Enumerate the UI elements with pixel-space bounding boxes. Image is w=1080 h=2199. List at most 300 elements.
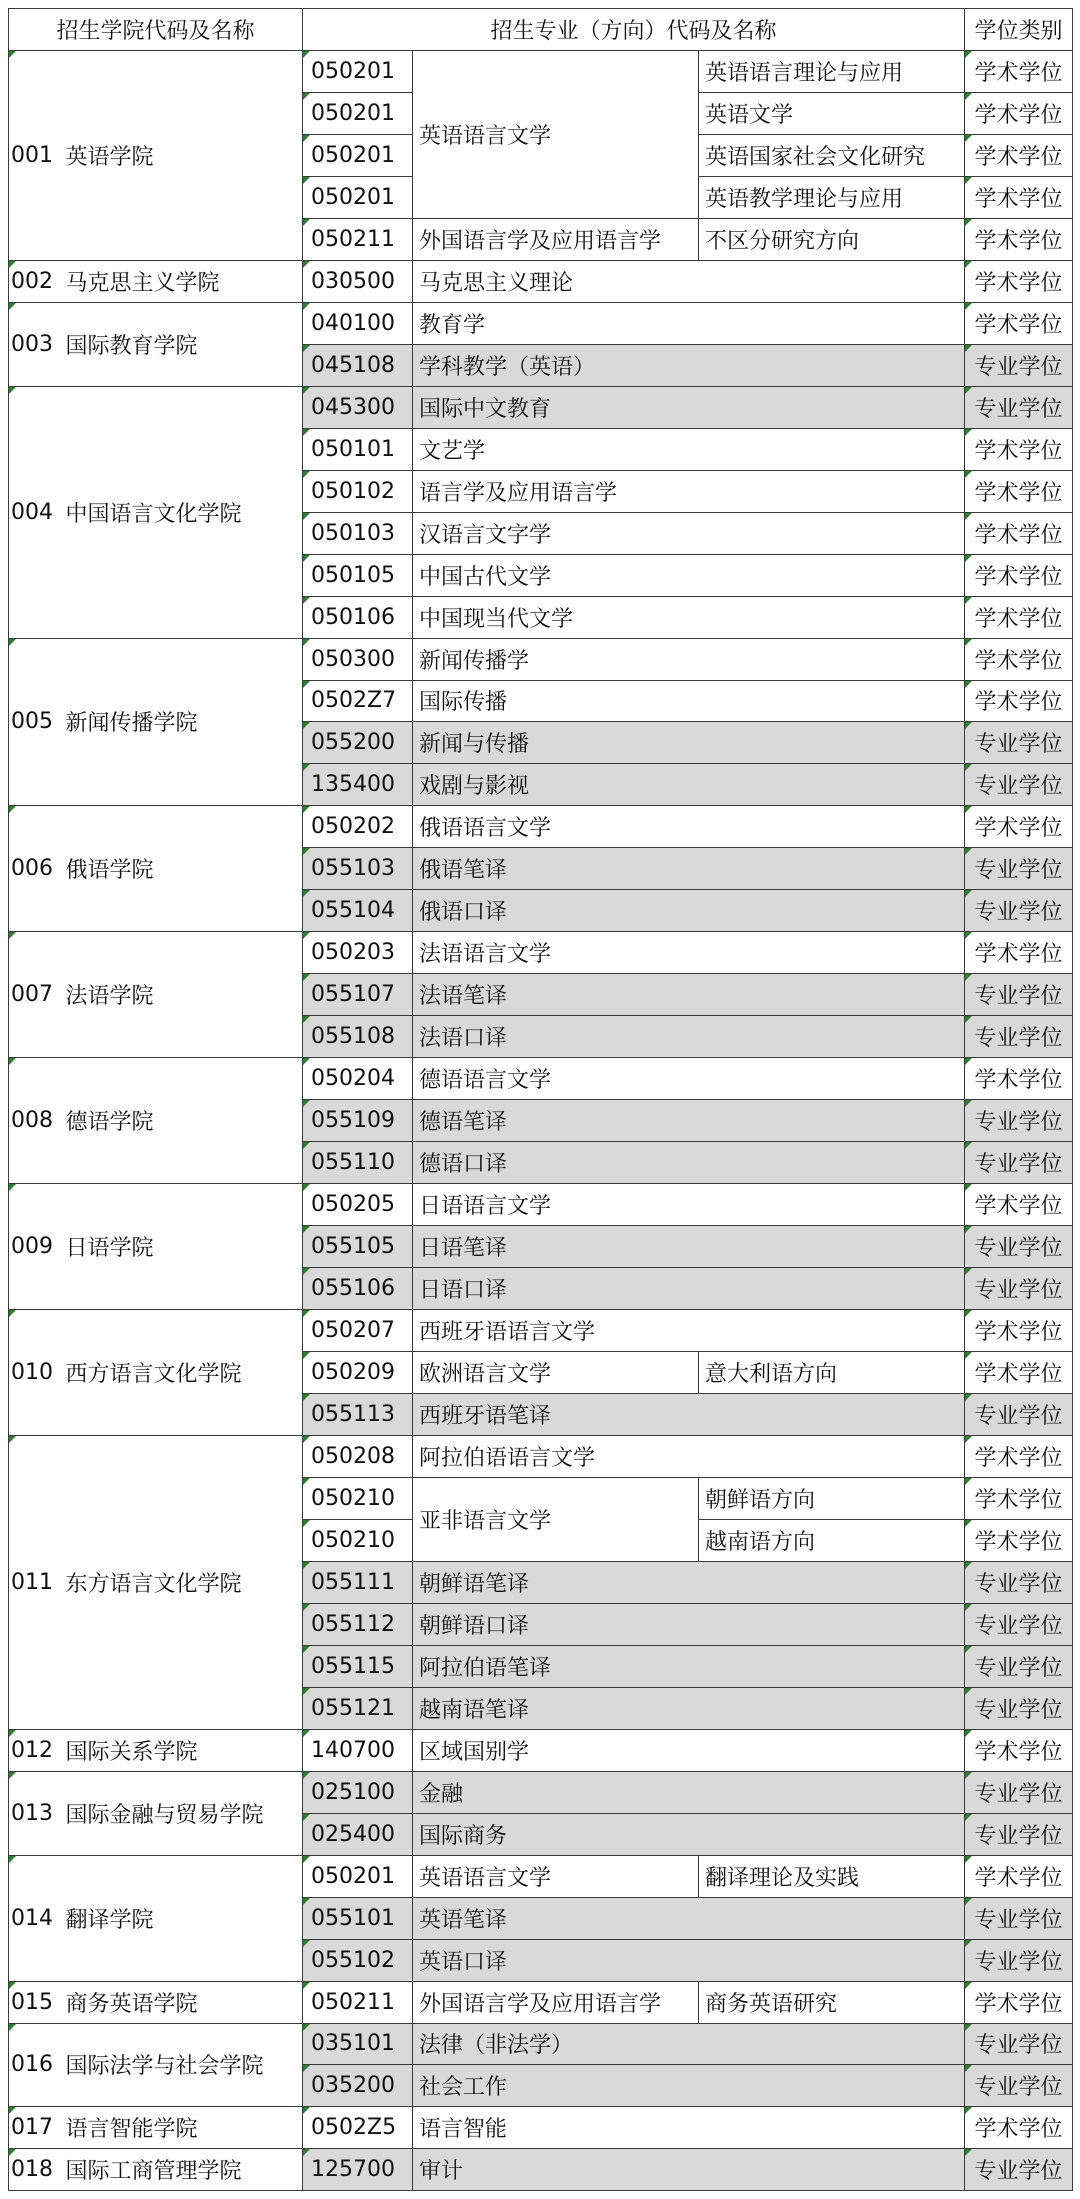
cell-corner-marker bbox=[303, 932, 310, 939]
table-row bbox=[9, 2107, 1073, 2149]
cell-corner-marker bbox=[965, 1604, 972, 1611]
major-code: 050105 bbox=[303, 554, 413, 596]
major-code: 050211 bbox=[303, 218, 413, 260]
college-name: 英语学院 bbox=[62, 50, 303, 260]
major-code: 050101 bbox=[303, 428, 413, 470]
cell-corner-marker bbox=[9, 1856, 16, 1863]
college-code: 006 bbox=[9, 806, 62, 932]
major-name: 学科教学（英语） bbox=[413, 344, 965, 386]
cell-corner-marker bbox=[303, 1856, 310, 1863]
cell-corner-marker bbox=[9, 932, 16, 939]
cell-corner-marker bbox=[965, 1184, 972, 1191]
research-direction: 意大利语方向 bbox=[699, 1352, 965, 1394]
major-code: 050204 bbox=[303, 1058, 413, 1100]
college-name: 新闻传播学院 bbox=[62, 638, 303, 806]
research-direction: 越南语方向 bbox=[699, 1519, 965, 1561]
college-name: 马克思主义学院 bbox=[62, 260, 303, 302]
degree-type: 专业学位 bbox=[965, 2023, 1073, 2065]
major-code: 0502Z7 bbox=[303, 680, 413, 722]
degree-type: 学术学位 bbox=[965, 1729, 1073, 1771]
degree-type: 学术学位 bbox=[965, 1310, 1073, 1352]
major-code: 050202 bbox=[303, 806, 413, 848]
cell-corner-marker bbox=[303, 2065, 310, 2072]
degree-type: 专业学位 bbox=[965, 2149, 1073, 2191]
cell-corner-marker bbox=[965, 1562, 972, 1569]
major-name: 新闻与传播 bbox=[413, 722, 965, 764]
major-code: 050207 bbox=[303, 1310, 413, 1352]
cell-corner-marker bbox=[303, 764, 310, 771]
research-direction: 朝鲜语方向 bbox=[699, 1477, 965, 1519]
degree-type: 学术学位 bbox=[965, 1477, 1073, 1519]
cell-corner-marker bbox=[965, 387, 972, 394]
cell-corner-marker bbox=[965, 890, 972, 897]
cell-corner-marker bbox=[303, 1310, 310, 1317]
college-code: 008 bbox=[9, 1058, 62, 1184]
college-code: 012 bbox=[9, 1729, 62, 1771]
major-code: 050201 bbox=[303, 134, 413, 176]
degree-type: 学术学位 bbox=[965, 1519, 1073, 1561]
research-direction: 翻译理论及实践 bbox=[699, 1855, 965, 1897]
degree-type: 专业学位 bbox=[965, 1561, 1073, 1603]
cell-corner-marker bbox=[9, 2024, 16, 2031]
cell-corner-marker bbox=[965, 219, 972, 226]
major-code: 025100 bbox=[303, 1771, 413, 1813]
cell-corner-marker bbox=[303, 639, 310, 646]
major-name: 英语语言文学 bbox=[413, 1855, 699, 1897]
college-name: 语言智能学院 bbox=[62, 2107, 303, 2149]
degree-type: 专业学位 bbox=[965, 1645, 1073, 1687]
major-name: 区域国别学 bbox=[413, 1729, 965, 1771]
cell-corner-marker bbox=[965, 806, 972, 813]
cell-corner-marker bbox=[303, 974, 310, 981]
table-row bbox=[9, 806, 1073, 848]
degree-type: 学术学位 bbox=[965, 1435, 1073, 1477]
major-name: 西班牙语笔译 bbox=[413, 1393, 965, 1435]
cell-corner-marker bbox=[965, 639, 972, 646]
table-row bbox=[9, 1184, 1073, 1226]
cell-corner-marker bbox=[9, 1310, 16, 1317]
college-code: 007 bbox=[9, 932, 62, 1058]
cell-corner-marker bbox=[9, 1772, 16, 1779]
college-name: 西方语言文化学院 bbox=[62, 1310, 303, 1436]
major-name: 语言智能 bbox=[413, 2107, 965, 2149]
degree-type: 学术学位 bbox=[965, 1058, 1073, 1100]
college-name: 俄语学院 bbox=[62, 806, 303, 932]
degree-type: 学术学位 bbox=[965, 134, 1073, 176]
cell-corner-marker bbox=[303, 1562, 310, 1569]
major-name: 亚非语言文学 bbox=[413, 1477, 699, 1561]
college-code: 005 bbox=[9, 638, 62, 806]
college-name: 翻译学院 bbox=[62, 1855, 303, 1981]
table-row bbox=[9, 260, 1073, 302]
cell-corner-marker bbox=[303, 2024, 310, 2031]
cell-corner-marker bbox=[965, 597, 972, 604]
cell-corner-marker bbox=[303, 1478, 310, 1485]
major-code: 050106 bbox=[303, 596, 413, 638]
major-code: 055110 bbox=[303, 1142, 413, 1184]
cell-corner-marker bbox=[303, 1604, 310, 1611]
major-code: 050201 bbox=[303, 1855, 413, 1897]
table-row bbox=[9, 1310, 1073, 1352]
cell-corner-marker bbox=[965, 2065, 972, 2072]
college-name: 商务英语学院 bbox=[62, 1981, 303, 2023]
cell-corner-marker bbox=[303, 1184, 310, 1191]
cell-corner-marker bbox=[965, 1394, 972, 1401]
table-header-row bbox=[9, 9, 1073, 51]
major-code: 055121 bbox=[303, 1687, 413, 1729]
major-name: 国际中文教育 bbox=[413, 386, 965, 428]
college-name: 国际关系学院 bbox=[62, 1729, 303, 1771]
degree-type: 专业学位 bbox=[965, 344, 1073, 386]
cell-corner-marker bbox=[965, 1142, 972, 1149]
college-code: 009 bbox=[9, 1184, 62, 1310]
table-row bbox=[9, 2023, 1073, 2065]
cell-corner-marker bbox=[965, 1772, 972, 1779]
cell-corner-marker bbox=[303, 681, 310, 688]
major-code: 055107 bbox=[303, 974, 413, 1016]
cell-corner-marker bbox=[303, 1142, 310, 1149]
cell-corner-marker bbox=[965, 1898, 972, 1905]
cell-corner-marker bbox=[303, 848, 310, 855]
degree-type: 专业学位 bbox=[965, 2065, 1073, 2107]
cell-corner-marker bbox=[965, 848, 972, 855]
major-name: 文艺学 bbox=[413, 428, 965, 470]
major-code: 055106 bbox=[303, 1268, 413, 1310]
degree-type: 学术学位 bbox=[965, 596, 1073, 638]
major-column-header: 招生专业（方向）代码及名称 bbox=[303, 9, 965, 51]
degree-type: 专业学位 bbox=[965, 848, 1073, 890]
table-row bbox=[9, 1855, 1073, 1897]
research-direction: 英语文学 bbox=[699, 92, 965, 134]
cell-corner-marker bbox=[303, 177, 310, 184]
major-code: 050209 bbox=[303, 1352, 413, 1394]
major-code: 055101 bbox=[303, 1897, 413, 1939]
cell-corner-marker bbox=[965, 722, 972, 729]
major-name: 社会工作 bbox=[413, 2065, 965, 2107]
college-name: 国际金融与贸易学院 bbox=[62, 1771, 303, 1855]
cell-corner-marker bbox=[965, 1436, 972, 1443]
degree-type: 专业学位 bbox=[965, 1687, 1073, 1729]
major-name: 国际传播 bbox=[413, 680, 965, 722]
college-code: 010 bbox=[9, 1310, 62, 1436]
major-code: 050300 bbox=[303, 638, 413, 680]
admissions-table bbox=[8, 8, 1073, 2191]
degree-type: 学术学位 bbox=[965, 554, 1073, 596]
major-code: 050103 bbox=[303, 512, 413, 554]
major-name: 俄语笔译 bbox=[413, 848, 965, 890]
cell-corner-marker bbox=[303, 1730, 310, 1737]
major-name: 新闻传播学 bbox=[413, 638, 965, 680]
major-name: 英语语言文学 bbox=[413, 50, 699, 218]
cell-corner-marker bbox=[965, 974, 972, 981]
major-name: 阿拉伯语笔译 bbox=[413, 1645, 965, 1687]
cell-corner-marker bbox=[9, 51, 16, 58]
degree-column-header: 学位类别 bbox=[965, 9, 1073, 51]
cell-corner-marker bbox=[965, 513, 972, 520]
cell-corner-marker bbox=[303, 2149, 310, 2156]
college-code: 015 bbox=[9, 1981, 62, 2023]
major-code: 025400 bbox=[303, 1813, 413, 1855]
table-row bbox=[9, 932, 1073, 974]
cell-corner-marker bbox=[303, 806, 310, 813]
major-name: 外国语言学及应用语言学 bbox=[413, 1981, 699, 2023]
cell-corner-marker bbox=[303, 1226, 310, 1233]
table-row bbox=[9, 1729, 1073, 1771]
cell-corner-marker bbox=[303, 1898, 310, 1905]
major-name: 德语语言文学 bbox=[413, 1058, 965, 1100]
major-name: 审计 bbox=[413, 2149, 965, 2191]
major-name: 俄语口译 bbox=[413, 890, 965, 932]
major-code: 055105 bbox=[303, 1226, 413, 1268]
major-name: 法律（非法学） bbox=[413, 2023, 965, 2065]
major-code: 050208 bbox=[303, 1435, 413, 1477]
cell-corner-marker bbox=[303, 1100, 310, 1107]
cell-corner-marker bbox=[303, 1814, 310, 1821]
research-direction: 不区分研究方向 bbox=[699, 218, 965, 260]
cell-corner-marker bbox=[303, 1016, 310, 1023]
degree-type: 专业学位 bbox=[965, 1897, 1073, 1939]
degree-type: 学术学位 bbox=[965, 806, 1073, 848]
research-direction: 英语国家社会文化研究 bbox=[699, 134, 965, 176]
major-name: 中国古代文学 bbox=[413, 554, 965, 596]
major-name: 汉语言文字学 bbox=[413, 512, 965, 554]
cell-corner-marker bbox=[303, 93, 310, 100]
cell-corner-marker bbox=[303, 429, 310, 436]
degree-type: 专业学位 bbox=[965, 1393, 1073, 1435]
research-direction: 商务英语研究 bbox=[699, 1981, 965, 2023]
cell-corner-marker bbox=[303, 51, 310, 58]
degree-type: 专业学位 bbox=[965, 1603, 1073, 1645]
college-code: 004 bbox=[9, 386, 62, 638]
cell-corner-marker bbox=[303, 722, 310, 729]
major-name: 马克思主义理论 bbox=[413, 260, 965, 302]
cell-corner-marker bbox=[965, 1982, 972, 1989]
major-code: 035101 bbox=[303, 2023, 413, 2065]
degree-type: 专业学位 bbox=[965, 722, 1073, 764]
degree-type: 专业学位 bbox=[965, 1142, 1073, 1184]
cell-corner-marker bbox=[965, 764, 972, 771]
major-name: 法语笔译 bbox=[413, 974, 965, 1016]
cell-corner-marker bbox=[9, 2107, 16, 2114]
cell-corner-marker bbox=[965, 1520, 972, 1527]
major-code: 055102 bbox=[303, 1939, 413, 1981]
cell-corner-marker bbox=[965, 177, 972, 184]
cell-corner-marker bbox=[965, 1310, 972, 1317]
major-name: 戏剧与影视 bbox=[413, 764, 965, 806]
cell-corner-marker bbox=[303, 135, 310, 142]
major-code: 050203 bbox=[303, 932, 413, 974]
cell-corner-marker bbox=[965, 93, 972, 100]
cell-corner-marker bbox=[303, 261, 310, 268]
table-row bbox=[9, 302, 1073, 344]
major-code: 040100 bbox=[303, 302, 413, 344]
degree-type: 学术学位 bbox=[965, 1352, 1073, 1394]
cell-corner-marker bbox=[303, 1352, 310, 1359]
cell-corner-marker bbox=[303, 1394, 310, 1401]
cell-corner-marker bbox=[303, 303, 310, 310]
research-direction: 英语语言理论与应用 bbox=[699, 50, 965, 92]
cell-corner-marker bbox=[303, 513, 310, 520]
table-row bbox=[9, 50, 1073, 92]
major-code: 050201 bbox=[303, 92, 413, 134]
major-name: 法语语言文学 bbox=[413, 932, 965, 974]
major-code: 135400 bbox=[303, 764, 413, 806]
cell-corner-marker bbox=[965, 471, 972, 478]
college-code: 016 bbox=[9, 2023, 62, 2107]
major-code: 055200 bbox=[303, 722, 413, 764]
cell-corner-marker bbox=[303, 2107, 310, 2114]
degree-type: 学术学位 bbox=[965, 932, 1073, 974]
cell-corner-marker bbox=[9, 1436, 16, 1443]
major-name: 英语笔译 bbox=[413, 1897, 965, 1939]
major-name: 金融 bbox=[413, 1771, 965, 1813]
cell-corner-marker bbox=[303, 1436, 310, 1443]
cell-corner-marker bbox=[303, 471, 310, 478]
table-row bbox=[9, 1435, 1073, 1477]
college-code: 003 bbox=[9, 302, 62, 386]
major-code: 050210 bbox=[303, 1519, 413, 1561]
cell-corner-marker bbox=[303, 219, 310, 226]
major-code: 055109 bbox=[303, 1100, 413, 1142]
cell-corner-marker bbox=[303, 1058, 310, 1065]
major-name: 德语笔译 bbox=[413, 1100, 965, 1142]
degree-type: 学术学位 bbox=[965, 2107, 1073, 2149]
major-name: 国际商务 bbox=[413, 1813, 965, 1855]
cell-corner-marker bbox=[9, 387, 16, 394]
degree-type: 学术学位 bbox=[965, 428, 1073, 470]
major-name: 朝鲜语笔译 bbox=[413, 1561, 965, 1603]
major-code: 045300 bbox=[303, 386, 413, 428]
major-name: 西班牙语语言文学 bbox=[413, 1310, 965, 1352]
major-code: 050102 bbox=[303, 470, 413, 512]
cell-corner-marker bbox=[965, 2149, 972, 2156]
major-name: 俄语语言文学 bbox=[413, 806, 965, 848]
cell-corner-marker bbox=[965, 1268, 972, 1275]
degree-type: 专业学位 bbox=[965, 1016, 1073, 1058]
college-name: 日语学院 bbox=[62, 1184, 303, 1310]
cell-corner-marker bbox=[965, 2107, 972, 2114]
major-code: 055103 bbox=[303, 848, 413, 890]
cell-corner-marker bbox=[965, 1058, 972, 1065]
major-code: 050205 bbox=[303, 1184, 413, 1226]
degree-type: 学术学位 bbox=[965, 1855, 1073, 1897]
cell-corner-marker bbox=[965, 932, 972, 939]
cell-corner-marker bbox=[965, 429, 972, 436]
major-name: 英语口译 bbox=[413, 1939, 965, 1981]
table-row bbox=[9, 1981, 1073, 2023]
cell-corner-marker bbox=[965, 1940, 972, 1947]
cell-corner-marker bbox=[965, 135, 972, 142]
major-code: 055111 bbox=[303, 1561, 413, 1603]
major-name: 中国现当代文学 bbox=[413, 596, 965, 638]
degree-type: 学术学位 bbox=[965, 1184, 1073, 1226]
cell-corner-marker bbox=[9, 1058, 16, 1065]
college-name: 法语学院 bbox=[62, 932, 303, 1058]
major-code: 050201 bbox=[303, 176, 413, 218]
cell-corner-marker bbox=[965, 345, 972, 352]
degree-type: 专业学位 bbox=[965, 764, 1073, 806]
degree-type: 专业学位 bbox=[965, 974, 1073, 1016]
cell-corner-marker bbox=[965, 1226, 972, 1233]
table-row bbox=[9, 638, 1073, 680]
major-code: 055115 bbox=[303, 1645, 413, 1687]
major-code: 125700 bbox=[303, 2149, 413, 2191]
degree-type: 专业学位 bbox=[965, 890, 1073, 932]
cell-corner-marker bbox=[9, 1184, 16, 1191]
cell-corner-marker bbox=[965, 1100, 972, 1107]
college-code: 018 bbox=[9, 2149, 62, 2191]
cell-corner-marker bbox=[9, 639, 16, 646]
cell-corner-marker bbox=[303, 597, 310, 604]
cell-corner-marker bbox=[9, 806, 16, 813]
degree-type: 专业学位 bbox=[965, 386, 1073, 428]
major-code: 140700 bbox=[303, 1729, 413, 1771]
cell-corner-marker bbox=[965, 1352, 972, 1359]
degree-type: 学术学位 bbox=[965, 218, 1073, 260]
cell-corner-marker bbox=[303, 1688, 310, 1695]
degree-type: 学术学位 bbox=[965, 638, 1073, 680]
degree-type: 学术学位 bbox=[965, 470, 1073, 512]
degree-type: 专业学位 bbox=[965, 1226, 1073, 1268]
table-body bbox=[9, 50, 1073, 2190]
college-code: 013 bbox=[9, 1771, 62, 1855]
degree-type: 专业学位 bbox=[965, 1268, 1073, 1310]
cell-corner-marker bbox=[303, 1982, 310, 1989]
degree-type: 学术学位 bbox=[965, 680, 1073, 722]
degree-type: 学术学位 bbox=[965, 92, 1073, 134]
cell-corner-marker bbox=[303, 387, 310, 394]
cell-corner-marker bbox=[303, 1646, 310, 1653]
college-name: 国际法学与社会学院 bbox=[62, 2023, 303, 2107]
college-name: 德语学院 bbox=[62, 1058, 303, 1184]
cell-corner-marker bbox=[9, 261, 16, 268]
college-code: 011 bbox=[9, 1435, 62, 1729]
cell-corner-marker bbox=[9, 303, 16, 310]
major-name: 欧洲语言文学 bbox=[413, 1352, 699, 1394]
college-code: 002 bbox=[9, 260, 62, 302]
cell-corner-marker bbox=[303, 890, 310, 897]
degree-type: 专业学位 bbox=[965, 1813, 1073, 1855]
degree-type: 学术学位 bbox=[965, 302, 1073, 344]
major-name: 语言学及应用语言学 bbox=[413, 470, 965, 512]
cell-corner-marker bbox=[965, 555, 972, 562]
cell-corner-marker bbox=[965, 681, 972, 688]
major-name: 德语口译 bbox=[413, 1142, 965, 1184]
cell-corner-marker bbox=[965, 1016, 972, 1023]
college-column-header: 招生学院代码及名称 bbox=[9, 9, 303, 51]
college-name: 国际工商管理学院 bbox=[62, 2149, 303, 2191]
major-code: 0502Z5 bbox=[303, 2107, 413, 2149]
college-code: 017 bbox=[9, 2107, 62, 2149]
cell-corner-marker bbox=[303, 1772, 310, 1779]
cell-corner-marker bbox=[965, 1688, 972, 1695]
major-name: 教育学 bbox=[413, 302, 965, 344]
major-name: 朝鲜语口译 bbox=[413, 1603, 965, 1645]
major-code: 050201 bbox=[303, 50, 413, 92]
research-direction: 英语教学理论与应用 bbox=[699, 176, 965, 218]
cell-corner-marker bbox=[303, 1940, 310, 1947]
cell-corner-marker bbox=[9, 1982, 16, 1989]
college-name: 东方语言文化学院 bbox=[62, 1435, 303, 1729]
table-row bbox=[9, 1058, 1073, 1100]
major-code: 055104 bbox=[303, 890, 413, 932]
degree-type: 专业学位 bbox=[965, 1100, 1073, 1142]
table-row bbox=[9, 1771, 1073, 1813]
cell-corner-marker bbox=[303, 555, 310, 562]
degree-type: 学术学位 bbox=[965, 512, 1073, 554]
college-code: 014 bbox=[9, 1855, 62, 1981]
major-code: 050210 bbox=[303, 1477, 413, 1519]
